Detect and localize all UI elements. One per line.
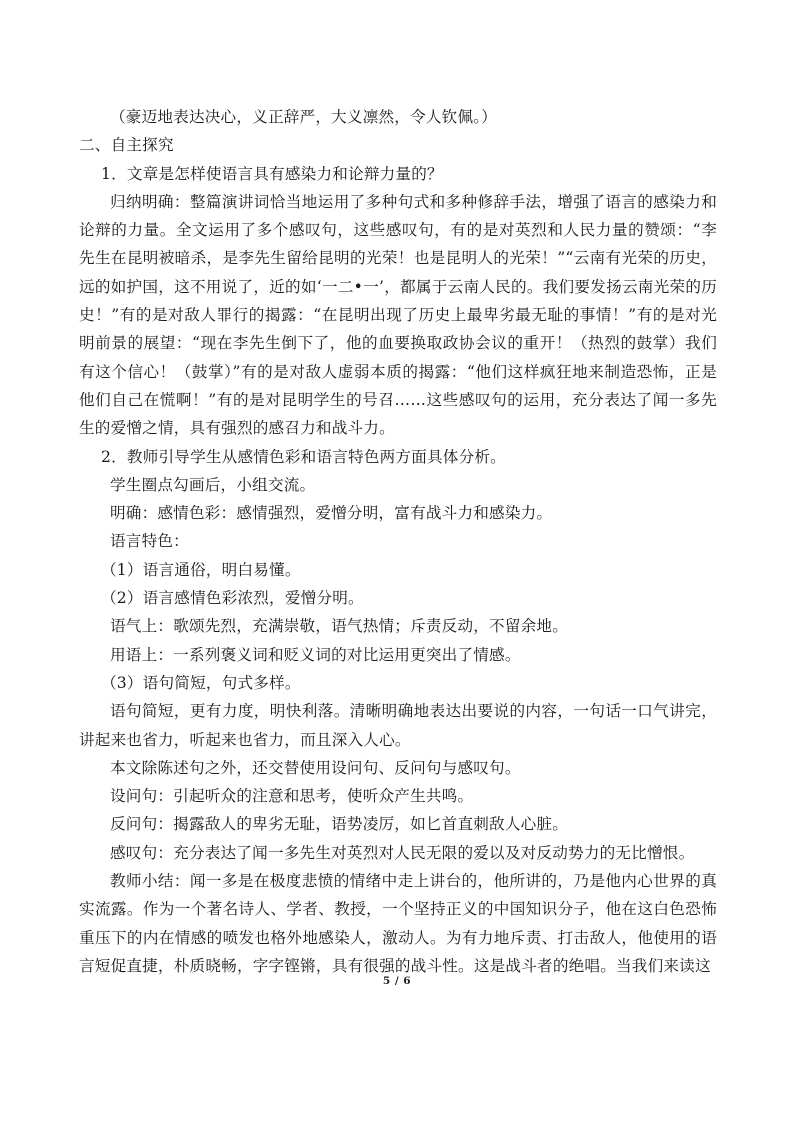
list-item-3: （3）语句简短，句式多样。 (101, 673, 301, 692)
paragraph-recitation-note: （豪迈地表达决心，义正辞严，大义凛然，令人钦佩。） (110, 108, 498, 126)
paragraph-emotional-color: 明确：感情色彩：感情强烈，爱憎分明，富有战斗力和感染力。 (110, 504, 553, 523)
paragraph-short-sentences: 语句简短，更有力度，明快利落。清晰明确地表达出要说的内容，一句话一口气讲完，讲起来也省力，听起来也省力，而且深入人心。 (79, 702, 717, 749)
list-item-2: （2）语言感情色彩浓烈，爱憎分明。 (101, 589, 364, 608)
list-item-1: （1）语言通俗，明白易懂。 (101, 560, 301, 579)
paragraph-exclamation: 感叹句：充分表达了闻一多先生对英烈对人民无限的爱以及对反动势力的无比憎恨。 (110, 843, 695, 862)
paragraph-tone: 语气上：歌颂先烈，充满崇敬，语气热情；斥责反动，不留余地。 (110, 617, 569, 636)
paragraph-teacher-summary: 教师小结：闻一多是在极度悲愤的情绪中走上讲台的，他所讲的，乃是他内心世界的真实流露。作为一个著名诗人、学者、教授，一个坚持正义的中国知识分子，他在这白色恐怖重压下的内在情感的喷发也格外地感染人，激动人。为有力地斥责、打击敌人，他使用的语言短促直捷，朴质晓畅，字字铿锵，具有很强的战斗性。这是战斗者的绝唱。当我们来读这 (79, 872, 717, 975)
question-1: 1．文章是怎样使语言具有感染力和论辩力量的？ (101, 164, 443, 183)
document-body (79, 103, 717, 980)
paragraph-wording: 用语上：一系列褒义词和贬义词的对比运用更突出了情感。 (110, 645, 521, 664)
paragraph-reverse-question: 反问句：揭露敌人的卑劣无耻，语势凌厉，如匕首直刺敌人心脏。 (110, 815, 569, 834)
paragraph-rhetorical-question: 设问句：引起听众的注意和思考，使听众产生共鸣。 (110, 787, 474, 806)
question-2: 2．教师引导学生从感情色彩和语言特色两方面具体分析。 (101, 447, 506, 466)
paragraph-language-features: 语言特色： (110, 532, 189, 551)
paragraph-summary-answer: 归纳明确：整篇演讲词恰当地运用了多种句式和多种修辞手法，增强了语言的感染力和论辩的力量。全文运用了多个感叹句，这些感叹句，有的是对英烈和人民力量的赞颂：“李先生在昆明被暗杀，是李先生留给昆明的光荣！也是昆明人的光荣！”“云南有光荣的历史，远的如护国，这不用说了，近的如‘一二•一’，都属于云南人民的。我们要发扬云南光荣的历史！”有的是对敌人罪行的揭露：“在昆明出现了历史上最卑劣最无耻的事情！”有的是对光明前景的展望：“现在李先生倒下了，他的血要换取政协会议的重开！（热烈的鼓掌）我们有这个信心！（鼓掌）”有的是对敌人虚弱本质的揭露：“他们这样疯狂地来制造恐怖，正是他们自己在慌啊！”有的是对昆明学生的号召……这些感叹句的运用，充分表达了闻一多先生的爱憎之情，具有强烈的感召力和战斗力。 (79, 192, 717, 438)
section-heading-self-exploration: 二、自主探究 (79, 136, 174, 155)
paragraph-group-discussion: 学生圈点勾画后，小组交流。 (110, 475, 316, 494)
page-number: 5 / 6 (382, 975, 412, 987)
paragraph-sentence-types: 本文除陈述句之外，还交替使用设问句、反问句与感叹句。 (110, 758, 521, 777)
